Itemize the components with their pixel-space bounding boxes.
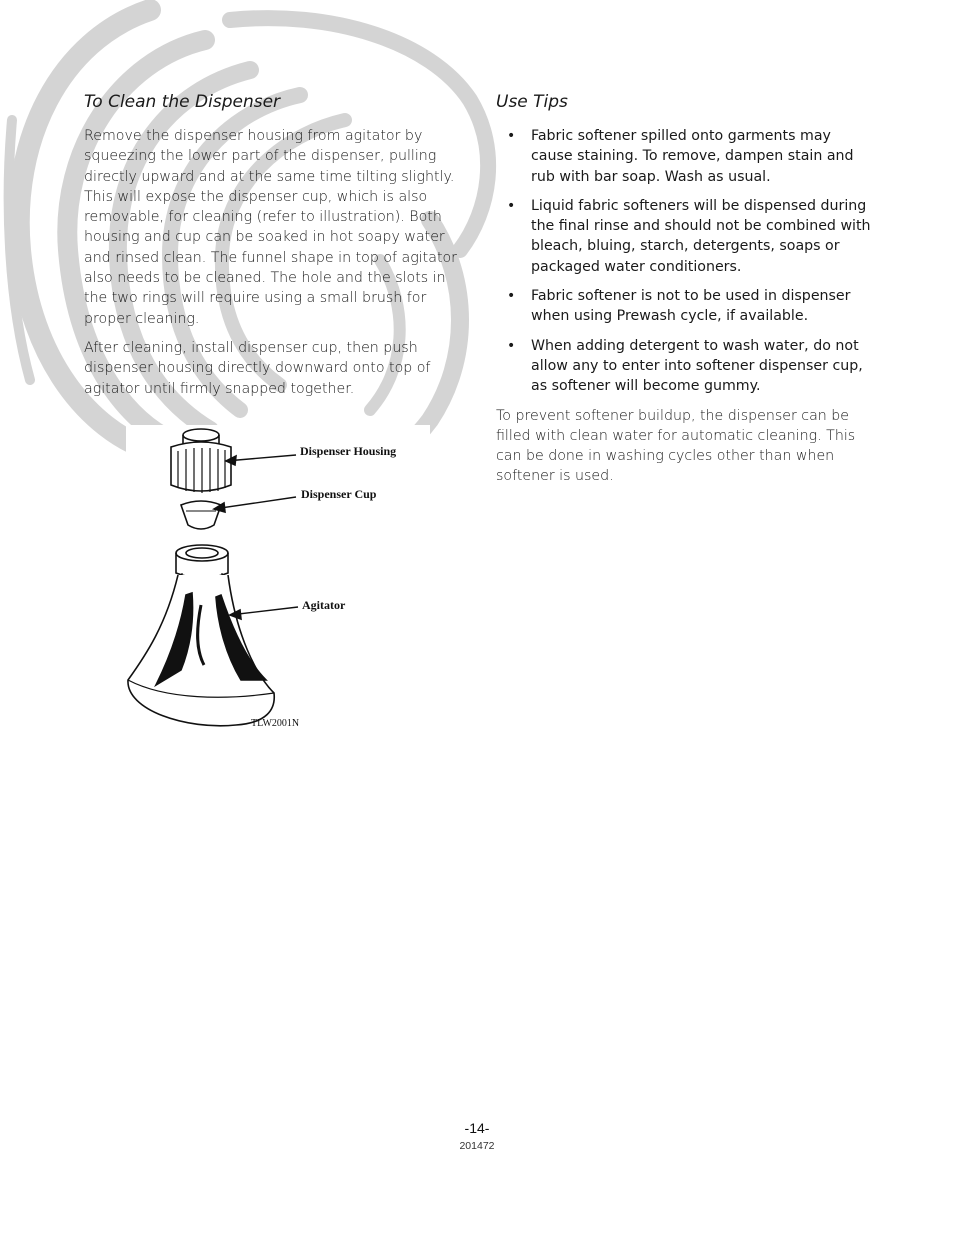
document-code: 201472 <box>459 1140 495 1152</box>
list-item <box>496 126 872 187</box>
label-dispenser-housing: Dispenser Housing <box>300 444 397 458</box>
bullet-icon: • <box>507 128 516 144</box>
tip-text: Liquid fabric softeners will be dispensed during the final rinse and should not be combined with bleach, bluing, starch, detergents, soaps or packaged water conditioners. <box>531 197 871 275</box>
list-item <box>496 286 872 327</box>
paragraph-reinstall-instructions: After cleaning, install dispenser cup, then push dispenser housing directly downward onto top of agitator until firmly snapped together. <box>84 339 431 397</box>
label-agitator: Agitator <box>302 598 346 612</box>
list-item <box>496 336 872 397</box>
page-number: -14- <box>464 1120 490 1136</box>
exploded-view-drawing <box>126 425 430 735</box>
bullet-icon: • <box>507 197 516 214</box>
label-dispenser-cup: Dispenser Cup <box>301 487 377 501</box>
section-heading-use-tips: Use Tips <box>496 92 568 112</box>
left-column <box>84 92 458 408</box>
section-heading-clean-dispenser: To Clean the Dispenser <box>84 92 281 112</box>
paragraph-softener-buildup: To prevent softener buildup, the dispenser can be filled with clean water for automatic cleaning. This can be done in washing cycles other than when softener is used. <box>496 407 856 485</box>
list-item <box>496 196 872 277</box>
use-tips-list <box>496 126 872 397</box>
bullet-icon: • <box>507 288 516 305</box>
bullet-icon: • <box>507 337 516 354</box>
right-column <box>496 92 872 496</box>
figure-code: TLW2001N <box>251 718 300 729</box>
tip-text: When adding detergent to wash water, do not allow any to enter into softener dispenser cup, as softener will become gummy. <box>531 337 863 395</box>
dispenser-illustration <box>126 425 430 735</box>
tip-text: Fabric softener is not to be used in dispenser when using Prewash cycle, if available. <box>531 288 851 325</box>
tip-text: Fabric softener spilled onto garments may cause staining. To remove, dampen stain and rub with bar soap. Wash as usual. <box>531 128 854 185</box>
paragraph-clean-instructions: Remove the dispenser housing from agitator by squeezing the lower part of the dispenser, pulling directly upward and at the same time tilting slightly. This will expose the dispenser cup, which is also removable, for cleaning (refer to illustration). Both housing and cup can be soaked in hot soapy water and rinsed clean. The funnel shape in top of agitator also needs to be cleaned. The hole and the slots in the two rings will require using a small brush for proper cleaning. <box>84 128 458 327</box>
